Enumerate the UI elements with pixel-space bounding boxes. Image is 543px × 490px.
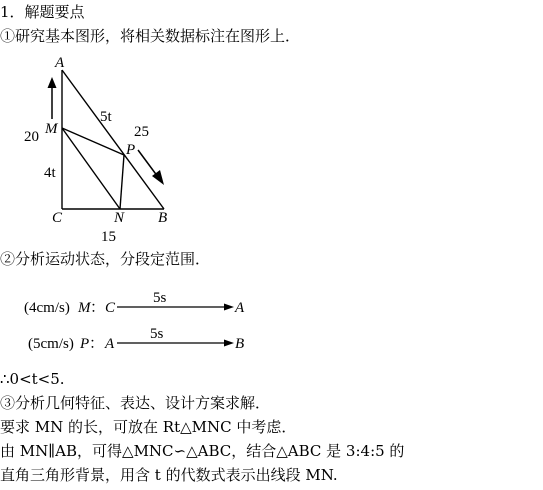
motion-p-time: 5s bbox=[150, 326, 164, 342]
length-cb-label: 15 bbox=[101, 229, 116, 245]
segment-pn bbox=[120, 155, 124, 209]
length-ab-label: 25 bbox=[134, 124, 149, 140]
range-text: ∴0<t<5. bbox=[0, 370, 65, 388]
step1-text: ①研究基本图形，将相关数据标注在图形上． bbox=[0, 27, 301, 45]
motion-m-colon: ： bbox=[90, 300, 106, 316]
step2-text: ②分析运动状态，分段定范围． bbox=[0, 250, 211, 268]
point-p-label: P bbox=[126, 142, 136, 158]
motion-p-speed: (5cm/s) bbox=[28, 336, 74, 352]
step3-line4: 直角三角形背景，用含 t 的代数式表示出线段 MN. bbox=[0, 466, 338, 484]
motion-p-start: A bbox=[105, 336, 115, 352]
motion-p-end: B bbox=[235, 336, 245, 352]
point-n-label: N bbox=[114, 210, 125, 226]
point-a-label: A bbox=[55, 55, 65, 71]
point-b-label: B bbox=[158, 210, 168, 226]
point-c-label: C bbox=[52, 210, 63, 226]
length-ap-label: 5t bbox=[100, 109, 112, 125]
motion-m-point: M bbox=[78, 300, 91, 316]
motion-m-speed: (4cm/s) bbox=[24, 300, 70, 316]
motion-m-time: 5s bbox=[153, 290, 167, 306]
length-am-label: 20 bbox=[24, 129, 39, 145]
motion-m-end: A bbox=[235, 300, 245, 316]
up-arrow-icon bbox=[48, 77, 57, 119]
motion-p-arrow-icon bbox=[117, 340, 234, 347]
motion-p-point: P bbox=[80, 336, 90, 352]
step3-line2: 要求 MN 的长，可放在 Rt△MNC 中考虑． bbox=[0, 418, 297, 436]
step3-text: ③分析几何特征、表达、设计方案求解． bbox=[0, 394, 271, 412]
motion-p-colon: ： bbox=[89, 336, 105, 352]
step3-line3: 由 MN∥AB，可得△MNC∽△ABC，结合△ABC 是 3:4:5 的 bbox=[0, 442, 405, 460]
length-mc-label: 4t bbox=[44, 165, 56, 181]
motion-m-start: C bbox=[105, 300, 116, 316]
motion-m-arrow-icon bbox=[117, 304, 234, 311]
point-m-label: M bbox=[45, 121, 58, 137]
heading: 1．解题要点 bbox=[0, 3, 85, 21]
